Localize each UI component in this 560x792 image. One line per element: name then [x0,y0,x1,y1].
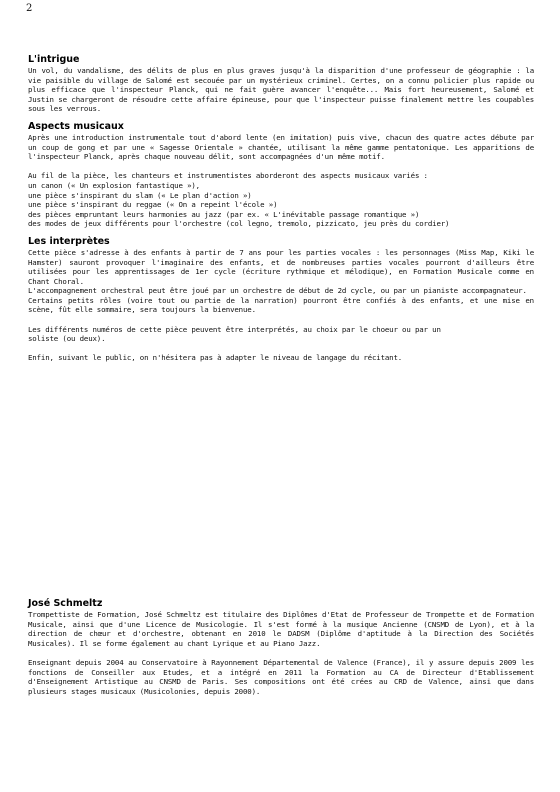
section-paragraph: Après une introduction instrumentale tout d'abord lente (en imitation) puis vive, chacun des quatre actes débute par un coup de gong et par une « Sagesse Orientale » chantée, utilisant la même gamme pentatonique. Les apparitions de l'inspecteur Planck, après chaque nouveau délit, sont accompagnées d'un même motif. [28,132,534,162]
section-heading: L'intrigue [28,54,80,65]
section-paragraph: Enfin, suivant le public, on n'hésitera pas à adapter le niveau de langage du récitant. [28,353,403,363]
section-paragraph: Certains petits rôles (voire tout ou partie de la narration) pourront être confiés à des enfants, et une mise en scène, fût elle sommaire, sera toujours la bienvenue. [28,295,534,315]
list-item: un canon (« Un explosion fantastique »), [28,180,200,190]
list-item: des pièces empruntant leurs harmonies au jazz (par ex. « L'inévitable passage romantique ») [28,209,420,219]
section-interpretes [28,236,534,363]
section-paragraph: Un vol, du vandalisme, des délits de plus en plus graves jusqu'à la disparition d'une professeur de géographie : la vie paisible du village de Salomé est secouée par un mystérieux criminel. Certes, on a connu policier plus rapide ou plus efficace que l'inspecteur Planck, qui ne fait guère avancer l'enquête... Mais fort heureusement, Salomé et Justin se chargeront de résoudre cette affaire épineuse, pour que l'inspecteur puisse finalement mettre les coupables sous les verrous. [28,66,534,114]
page-number: 2 [26,3,33,14]
section-heading: Les interprètes [28,235,110,247]
section-aspects-musicaux [28,121,534,229]
section-paragraph: L'accompagnement orchestral peut être joué par un orchestre de début de 2d cycle, ou par un pianiste accompagnateur. [28,286,527,296]
author-paragraph: Trompettiste de Formation, José Schmeltz est titulaire des Diplômes d'Etat de Professeur de Trompette et de Formation Musicale, ainsi que d'une Licence de Musicologie. Il s'est formé à la musique Ancienne (CNSMD de Lyon), et à la direction de chœur et d'orchestre, obtenant en 2010 le DADSM (Diplôme d'aptitude à la Direction des Sociétés Musicales). Il se forme également au chant Lyrique et au Piano Jazz. [28,610,534,648]
section-intrigue [28,54,534,114]
author-paragraph: Enseignant depuis 2004 au Conservatoire à Rayonnement Départemental de Valence (France), il y assure depuis 2009 les fonctions de Conseiller aux Etudes, et a intégré en 2011 la Formation au CA de Directeur d'Etablissement d'Enseignement Artistique au CNSMD de Paris. Ses compositions ont été crées au CRD de Valence, ainsi que dans plusieurs stages musicaux (Musicolonies, depuis 2000). [28,657,534,696]
list-item: une pièce s'inspirant du reggae (« On a repeint l'école ») [28,200,278,210]
section-paragraph: Les différents numéros de cette pièce peuvent être interprétés, au choix par le choeur ou par un soliste (ou deux). [28,324,441,344]
section-heading: Aspects musicaux [28,120,124,132]
main-content [28,54,534,363]
author-section [28,598,534,696]
list-item: des modes de jeux différents pour l'orchestre (col legno, tremolo, pizzicato, jeu près du cordier) [28,219,450,229]
list-item: une pièce s'inspirant du slam (« Le plan d'action ») [28,190,252,200]
list-intro: Au fil de la pièce, les chanteurs et instrumentistes aborderont des aspects musicaux variés : [28,171,428,181]
section-paragraph: Cette pièce s'adresse à des enfants à partir de 7 ans pour les parties vocales : les personnages (Miss Map, Kiki le Hamster) sauront provoquer l'imaginaire des enfants, et de nombreuses parties vocales pourront d'ailleurs être utilisées pour les apprentissages de 1er cycle (écriture rythmique et mélodique), en Formation Musicale comme en Chant Choral. [28,247,534,286]
author-heading: José Schmeltz [28,598,103,609]
